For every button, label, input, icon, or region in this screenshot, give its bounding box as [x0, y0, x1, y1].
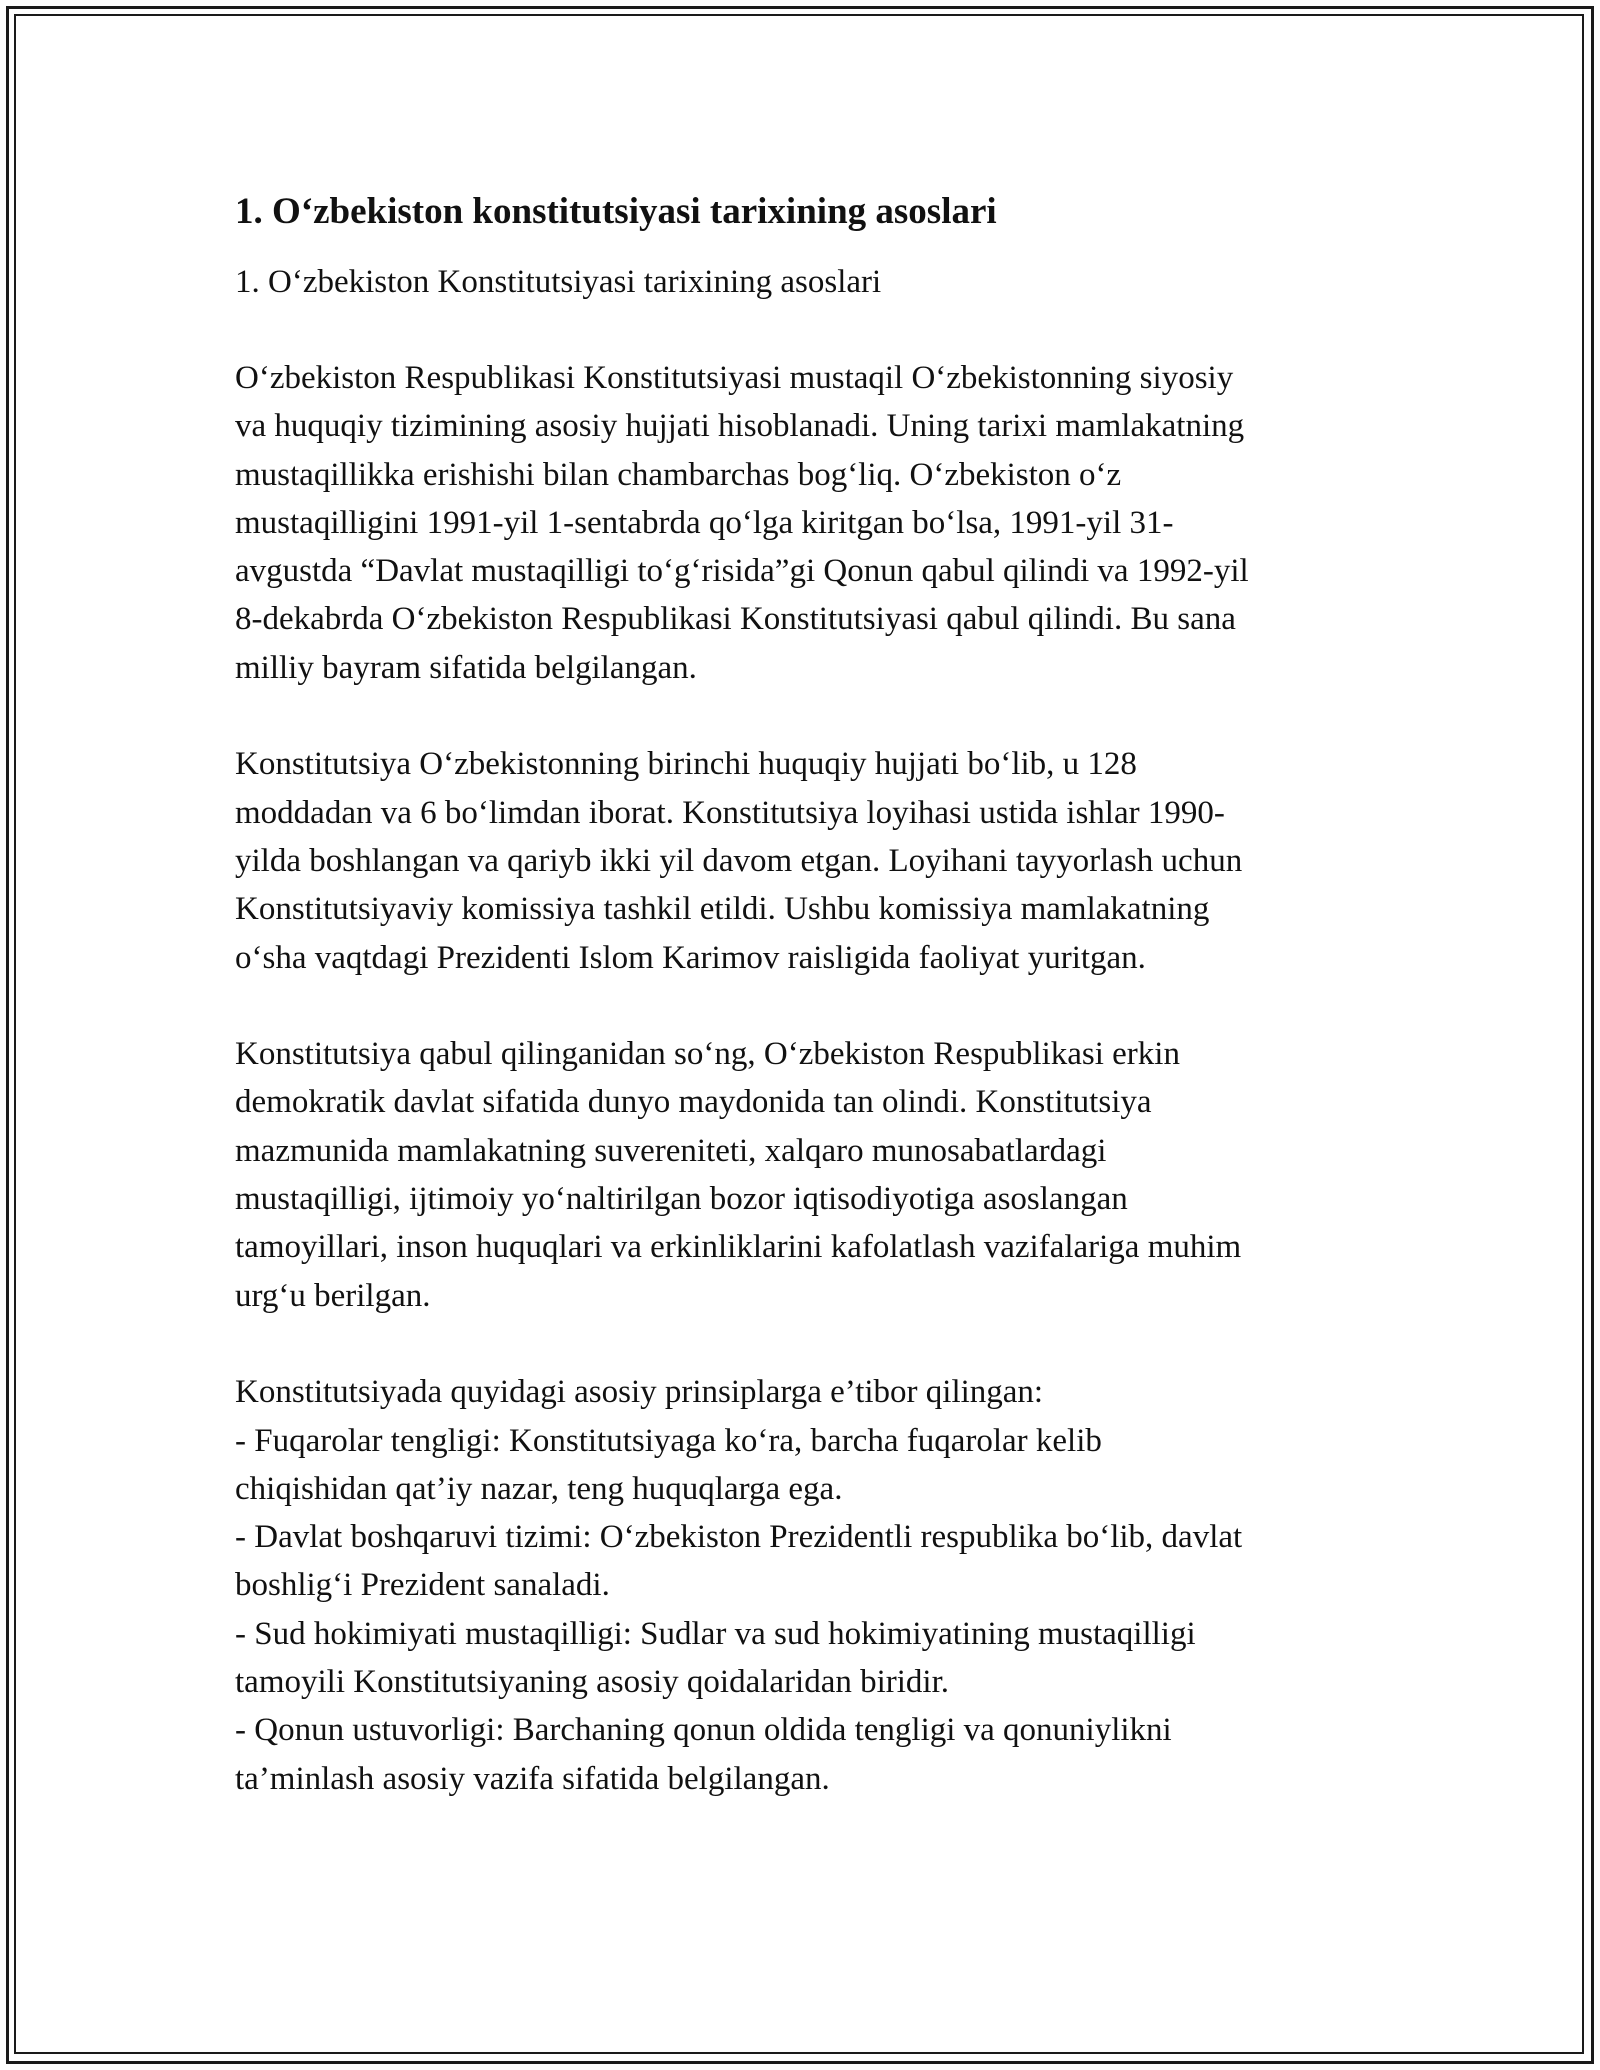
paragraph-history — [235, 354, 1375, 692]
list-item — [235, 1513, 1375, 1610]
paragraph-line: mazmunida mamlakatning suvereniteti, xalqaro munosabatlardagi — [235, 1132, 1107, 1169]
paragraph-line: o‘sha vaqtdagi Prezidenti Islom Karimov raisligida faoliyat yuritgan. — [235, 939, 1146, 976]
principles-list — [235, 1417, 1375, 1803]
list-item-line: - Fuqarolar tengligi: Konstitutsiyaga ko‘ra, barcha fuqarolar kelib — [235, 1422, 1102, 1459]
paragraph-line: moddadan va 6 bo‘limdan iborat. Konstitutsiya loyihasi ustida ishlar 1990- — [235, 794, 1225, 831]
paragraph-line: avgustda “Davlat mustaqilligi to‘g‘risida”gi Qonun qabul qilindi va 1992-yil — [235, 553, 1249, 590]
paragraph-structure — [235, 740, 1375, 981]
paragraph-line: O‘zbekiston Respublikasi Konstitutsiyasi mustaqil O‘zbekistonning siyosiy — [235, 360, 1234, 396]
list-item — [235, 1417, 1375, 1514]
document-title: 1. O‘zbekiston konstitutsiyasi tarixining asoslari — [235, 191, 997, 232]
list-item-line: ta’minlash asosiy vazifa sifatida belgilangan. — [235, 1760, 830, 1797]
paragraph-line: Konstitutsiyaviy komissiya tashkil etildi. Ushbu komissiya mamlakatning — [235, 891, 1210, 928]
paragraph-line: va huquqiy tizimining asosiy hujjati hisoblanadi. Uning tarixi mamlakatning — [235, 408, 1245, 445]
paragraph-line: mustaqilligi, ijtimoiy yo‘naltirilgan bozor iqtisodiyotiga asoslangan — [235, 1181, 1128, 1218]
list-item-line: - Davlat boshqaruvi tizimi: O‘zbekiston Prezidentli respublika bo‘lib, davlat — [235, 1519, 1243, 1556]
paragraph-recognition — [235, 1030, 1375, 1320]
paragraph-line: urg‘u berilgan. — [235, 1277, 431, 1314]
paragraph-line: tamoyillari, inson huquqlari va erkinliklarini kafolatlash vazifalariga muhim — [235, 1229, 1242, 1266]
paragraph-line: Konstitutsiya O‘zbekistonning birinchi huquqiy hujjati bo‘lib, u 128 — [235, 746, 1137, 783]
paragraph-line: demokratik davlat sifatida dunyo maydonida tan olindi. Konstitutsiya — [235, 1084, 1152, 1121]
paragraph-line: mustaqillikka erishishi bilan chambarchas bog‘liq. O‘zbekiston o‘z — [235, 456, 1122, 493]
list-item-line: - Qonun ustuvorligi: Barchaning qonun oldida tengligi va qonuniylikni — [235, 1712, 1172, 1749]
list-item-line: tamoyili Konstitutsiyaning asosiy qoidalaridan biridir. — [235, 1664, 950, 1701]
document-page — [235, 188, 1375, 1803]
list-item-line: - Sud hokimiyati mustaqilligi: Sudlar va sud hokimiyatining mustaqilligi — [235, 1615, 1196, 1652]
paragraph-line: Konstitutsiya qabul qilinganidan so‘ng, O‘zbekiston Respublikasi erkin — [235, 1036, 1180, 1073]
list-item — [235, 1706, 1375, 1803]
list-item — [235, 1610, 1375, 1707]
paragraph-line: 8-dekabrda O‘zbekiston Respublikasi Konstitutsiyasi qabul qilindi. Bu sana — [235, 601, 1236, 638]
principles-intro: Konstitutsiyada quyidagi asosiy prinsiplarga e’tibor qilingan: — [235, 1374, 1044, 1411]
document-subtitle: 1. O‘zbekiston Konstitutsiyasi tarixining asoslari — [235, 264, 882, 300]
list-item-line: boshlig‘i Prezident sanaladi. — [235, 1567, 610, 1604]
paragraph-line: milliy bayram sifatida belgilangan. — [235, 649, 697, 686]
list-item-line: chiqishidan qat’iy nazar, teng huquqlarga ega. — [235, 1470, 843, 1507]
paragraph-line: yilda boshlangan va qariyb ikki yil davom etgan. Loyihani tayyorlash uchun — [235, 842, 1243, 879]
paragraph-line: mustaqilligini 1991-yil 1-sentabrda qo‘lga kiritgan bo‘lsa, 1991-yil 31- — [235, 504, 1174, 541]
